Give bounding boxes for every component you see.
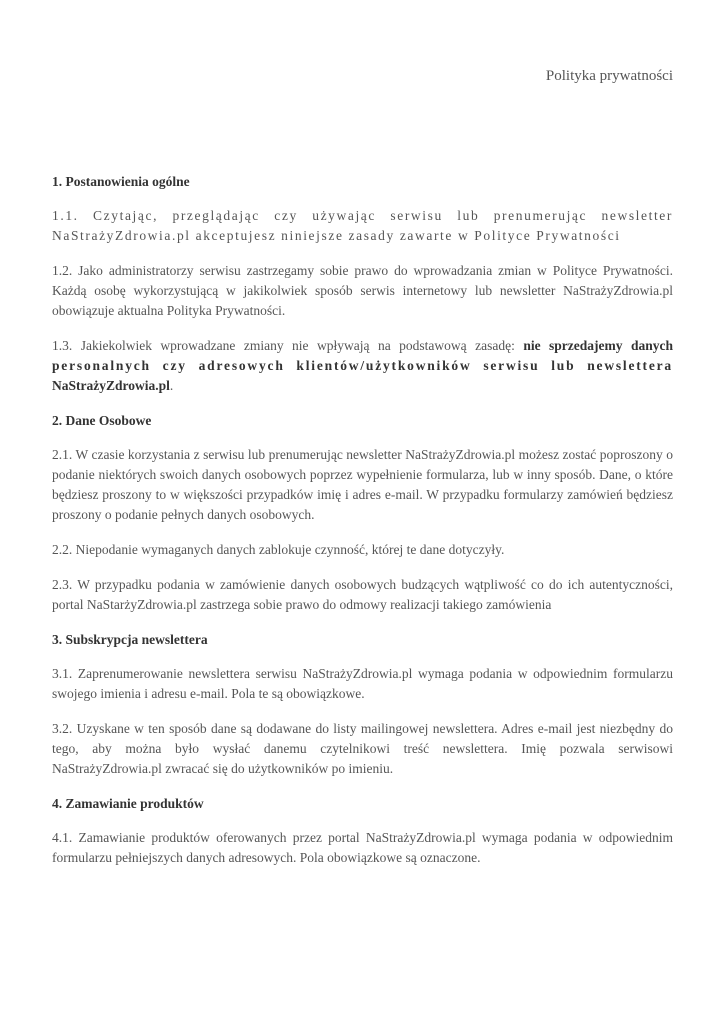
paragraph: 2.2. Niepodanie wymaganych danych zablokuje czynność, której te dane dotyczyły. <box>52 542 505 557</box>
section-heading: 3. Subskrypcja newslettera <box>52 632 208 647</box>
emphasis-text: nie sprzedajemy danych <box>523 338 673 353</box>
emphasis-text: NaStrażyZdrowia.pl <box>52 378 170 393</box>
section-heading: 4. Zamawianie produktów <box>52 796 204 811</box>
paragraph: 1.2. Jako administratorzy serwisu zastrzegamy sobie prawo do wprowadzania zmian w Polityce Prywatności. Każdą osobę wykorzystującą w jakikolwiek sposób serwis internetowy lub newsletter NaStrażyZdrowia.pl obowiązuje aktualna Polityka Prywatności. <box>52 263 673 318</box>
paragraph: 3.2. Uzyskane w ten sposób dane są dodawane do listy mailingowej newslettera. Adres e-mail jest niezbędny do tego, aby można było wysłać danemu czytelnikowi treść newslettera. Imię pozwala serwisowi NaStrażyZdrowia.pl zwracać się do użytkowników po imieniu. <box>52 721 673 776</box>
emphasis-text: personalnych czy adresowych klientów/użytkowników serwisu lub newslettera <box>52 358 673 373</box>
paragraph: 4.1. Zamawianie produktów oferowanych przez portal NaStrażyZdrowia.pl wymaga podania w odpowiednim formularzu pełniejszych danych adresowych. Pola obowiązkowe są oznaczone. <box>52 830 673 865</box>
paragraph-tail: . <box>169 378 174 393</box>
paragraph <box>52 336 673 396</box>
document-body <box>52 172 673 883</box>
section-heading: 2. Dane Osobowe <box>52 413 152 428</box>
section-heading: 1. Postanowienia ogólne <box>52 174 190 189</box>
paragraph: 1.1. Czytając, przeglądając czy używając serwisu lub prenumerując newsletter NaStrażyZdrowia.pl akceptujesz niniejsze zasady zawarte w Polityce Prywatności <box>52 208 673 243</box>
paragraph: 3.1. Zaprenumerowanie newslettera serwisu NaStrażyZdrowia.pl wymaga podania w odpowiednim formularzu swojego imienia i adresu e-mail. Pola te są obowiązkowe. <box>52 666 673 701</box>
paragraph: 2.3. W przypadku podania w zamówienie danych osobowych budzących wątpliwość co do ich autentyczności, portal NaStarżyZdrowia.pl zastrzega sobie prawo do odmowy realizacji takiego zamówienia <box>52 577 673 612</box>
page-title: Polityka prywatności <box>545 68 673 84</box>
paragraph-lead: 1.3. Jakiekolwiek wprowadzane zmiany nie wpływają na podstawową zasadę: <box>52 338 524 353</box>
paragraph: 2.1. W czasie korzystania z serwisu lub prenumerując newsletter NaStrażyZdrowia.pl możesz zostać poproszony o podanie niektórych swoich danych osobowych poprzez wypełnienie formularza, lub w inny sposób. Dane, o które będziesz proszony to w większości przypadków imię i adres e-mail. W przypadku formularzy zamówień będziesz proszony o podanie pełnych danych osobowych. <box>52 447 673 522</box>
